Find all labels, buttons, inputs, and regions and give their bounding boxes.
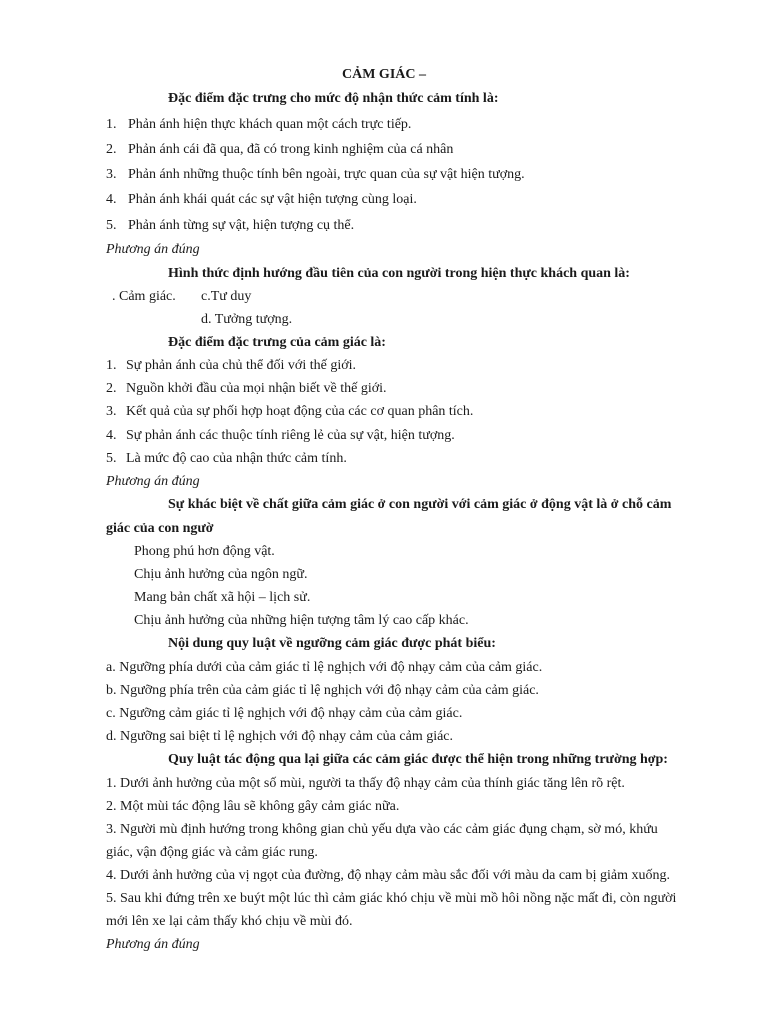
q2-option-a: . Cảm giác. [112,289,176,304]
q1-option-text: Phản ánh từng sự vật, hiện tượng cụ thể. [128,218,355,233]
q1-option-text: Phản ánh hiện thực khách quan một cách trực tiếp. [128,117,412,132]
q3-option-num: 2. [106,381,117,396]
q3-option-text: Kết quả của sự phối hợp hoạt động của các cơ quan phân tích. [126,404,474,419]
q3-option-num: 5. [106,451,117,466]
q1-option-2 [106,141,453,159]
q4-option-1: Phong phú hơn động vật. [134,544,275,559]
q3-option-num: 4. [106,428,117,443]
q6-line-1: 1. Dưới ảnh hưởng của một số mùi, người ta thấy độ nhạy cảm của thính giác tăng lên rõ rệt. [106,776,625,791]
q3-option-num: 3. [106,404,117,419]
q1-option-text: Phản ánh những thuộc tính bên ngoài, trực quan của sự vật hiện tượng. [128,167,525,182]
q4-option-3: Mang bản chất xã hội – lịch sử. [134,590,311,605]
q1-option-num: 5. [106,218,117,233]
q6-line-6: 5. Sau khi đứng trên xe buýt một lúc thì cảm giác khó chịu về mùi mồ hôi nồng nặc mất đi, còn người [106,891,677,906]
q1-option-3 [106,166,525,184]
q6-answer-label: Phương án đúng [106,937,200,952]
q1-option-4 [106,191,417,209]
q3-option-1 [106,357,356,375]
question-2: Hình thức định hướng đầu tiên của con người trong hiện thực khách quan là: [168,266,630,281]
q2-option-d: d. Tưởng tượng. [201,312,293,327]
question-4-line-2: giác của con ngườ [106,521,214,536]
q6-line-7: mới lên xe lại cảm thấy khó chịu về mùi đó. [106,914,353,929]
q1-option-1 [106,116,411,134]
q3-answer-label: Phương án đúng [106,474,200,489]
q6-line-3: 3. Người mù định hướng trong không gian chủ yếu dựa vào các cảm giác đụng chạm, sờ mó, khứu [106,822,658,837]
q1-option-num: 2. [106,142,117,157]
q2-option-c: c.Tư duy [201,289,252,304]
q1-option-num: 4. [106,192,117,207]
q3-option-4 [106,427,455,445]
q1-option-text: Phản ánh khái quát các sự vật hiện tượng cùng loại. [128,192,417,207]
q5-option-d: d. Ngưỡng sai biệt tỉ lệ nghịch với độ nhạy cảm của cảm giác. [106,729,454,744]
question-5: Nội dung quy luật về ngưỡng cảm giác được phát biểu: [168,636,496,651]
question-6: Quy luật tác động qua lại giữa các cảm giác được thể hiện trong những trường hợp: [168,752,668,767]
q5-option-a: a. Ngưỡng phía dưới của cảm giác tỉ lệ nghịch với độ nhạy cảm của cảm giác. [106,660,543,675]
q5-option-b: b. Ngưỡng phía trên của cảm giác tỉ lệ nghịch với độ nhạy cảm của cảm giác. [106,683,539,698]
question-4-line-1: Sự khác biệt về chất giữa cảm giác ở con người với cảm giác ở động vật là ở chỗ cảm [168,497,672,512]
q4-option-4: Chịu ảnh hưởng của những hiện tượng tâm lý cao cấp khác. [134,613,469,628]
document-title: CẢM GIÁC – [342,67,426,82]
q6-line-2: 2. Một mùi tác động lâu sẽ không gây cảm giác nữa. [106,799,400,814]
q3-option-5 [106,450,347,468]
q6-line-4: giác, vận động giác và cảm giác rung. [106,845,318,860]
q5-option-c: c. Ngưỡng cảm giác tỉ lệ nghịch với độ nhạy cảm của cảm giác. [106,706,463,721]
q3-option-text: Nguồn khởi đầu của mọi nhận biết về thế giới. [126,381,387,396]
q3-option-2 [106,380,387,398]
q1-option-num: 3. [106,167,117,182]
q3-option-text: Sự phản ánh của chủ thể đối với thế giới. [126,358,357,373]
q6-line-5: 4. Dưới ảnh hưởng của vị ngọt của đường, độ nhạy cảm màu sắc đối với màu da cam bị giảm xuống. [106,868,671,883]
q3-option-3 [106,403,473,421]
q1-option-5 [106,217,354,235]
q4-option-2: Chịu ảnh hưởng của ngôn ngữ. [134,567,308,582]
question-1: Đặc điểm đặc trưng cho mức độ nhận thức cảm tính là: [168,91,499,106]
q1-option-text: Phản ánh cái đã qua, đã có trong kinh nghiệm của cá nhân [128,142,454,157]
q3-option-num: 1. [106,358,117,373]
question-3: Đặc điểm đặc trưng của cảm giác là: [168,335,386,350]
q3-option-text: Là mức độ cao của nhận thức cảm tính. [126,451,347,466]
q3-option-text: Sự phản ánh các thuộc tính riêng lẻ của sự vật, hiện tượng. [126,428,455,443]
q1-answer-label: Phương án đúng [106,242,200,257]
q1-option-num: 1. [106,117,117,132]
